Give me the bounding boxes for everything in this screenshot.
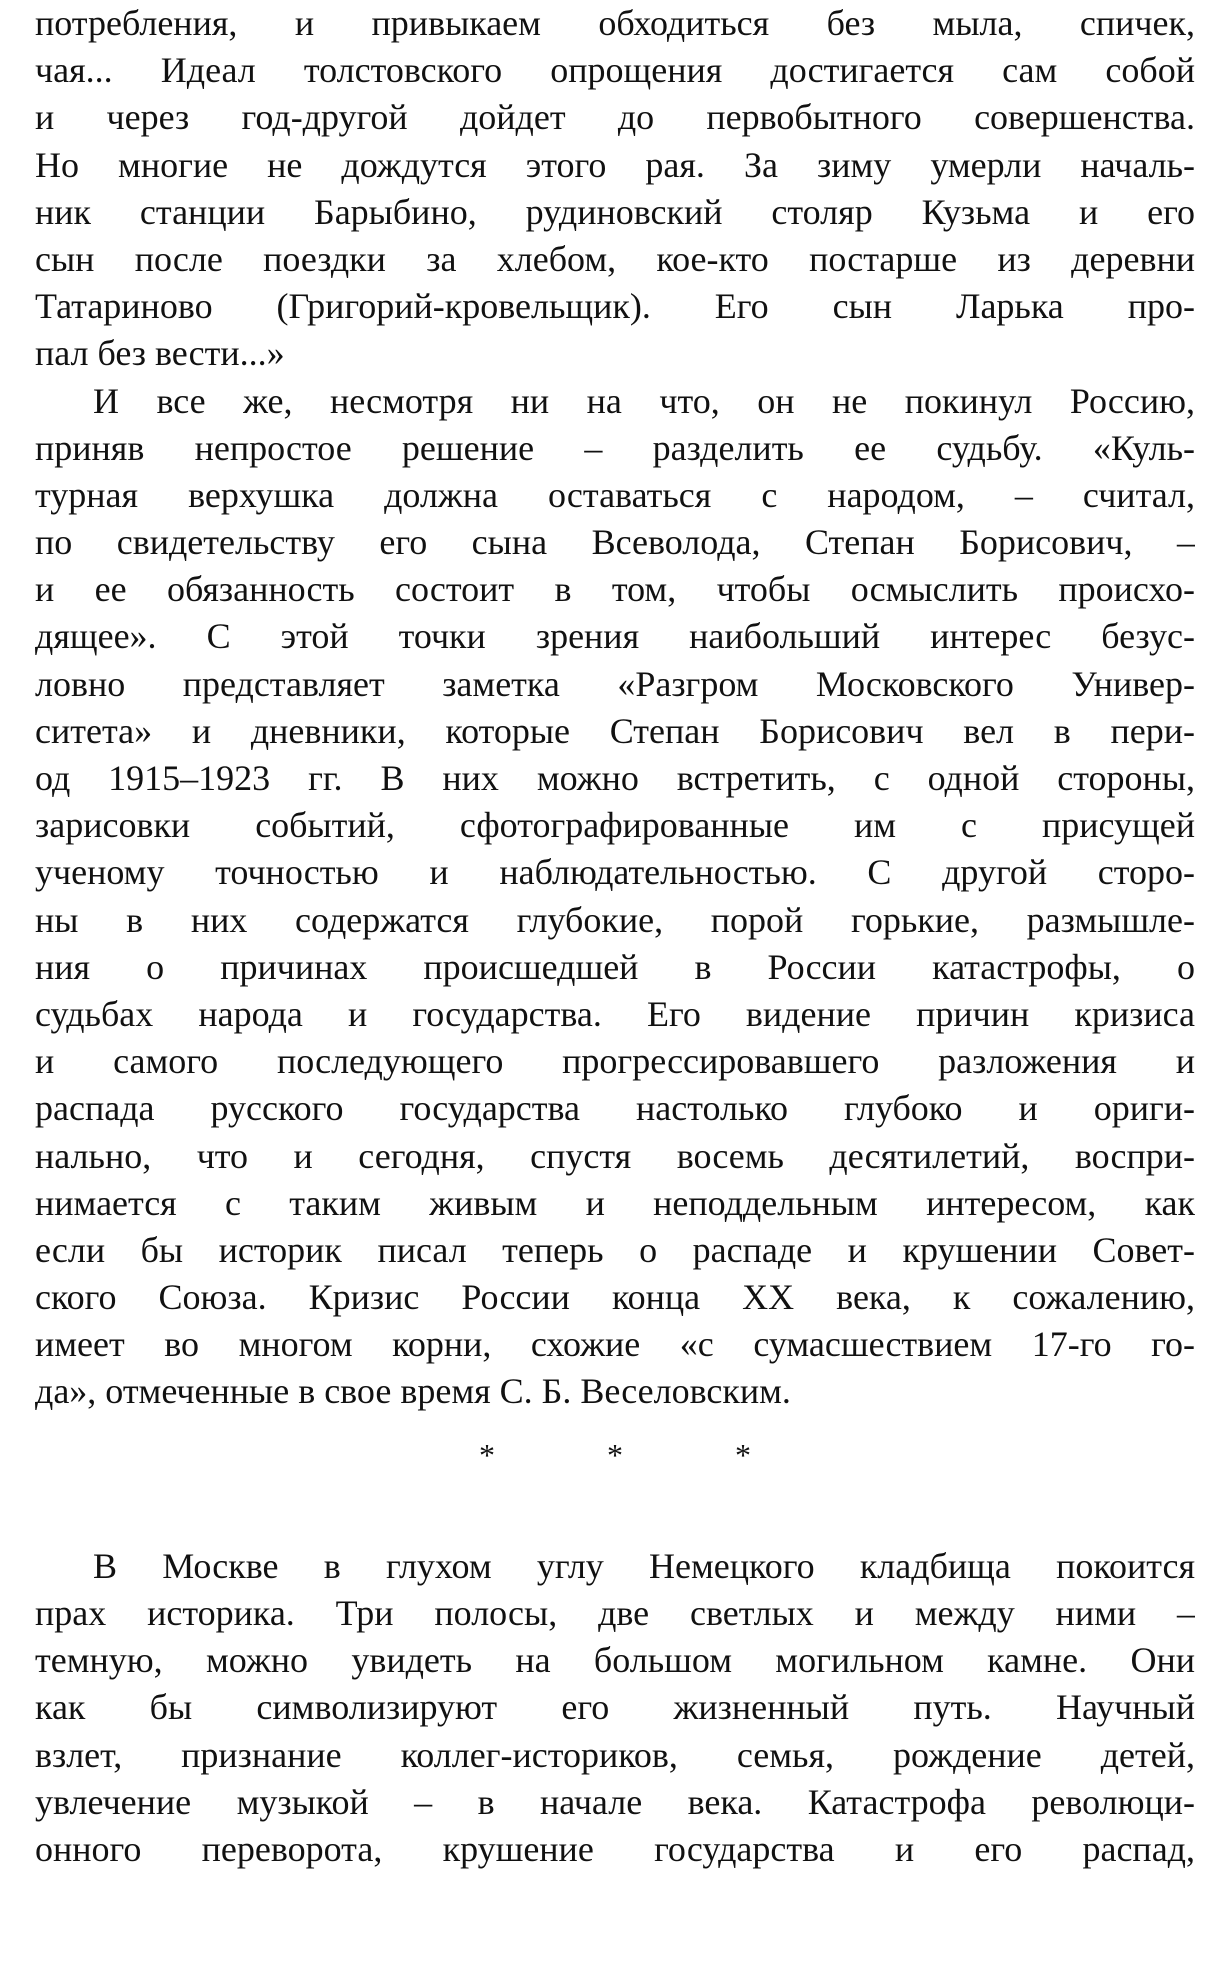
text-line: нимается с таким живым и неподдельным интересом, как [35,1182,1195,1223]
text-line: нально, что и сегодня, спустя восемь десятилетий, воспри- [35,1135,1195,1176]
text-line: имеет во многом корни, схожие «с сумасшествием 17-го го- [35,1324,1195,1365]
text-line: ны в них содержатся глубокие, порой горькие, размышле- [35,899,1195,940]
text-line: по свидетельству его сына Всеволода, Степан Борисович, – [35,522,1195,563]
text-line: ния о причинах происшедшей в России катастрофы, о [35,946,1195,987]
text-line: ситета» и дневники, которые Степан Борисович вел в пери- [35,710,1195,751]
text-line: взлет, признание коллег-историков, семья, рождение детей, [35,1734,1195,1775]
text-line: дящее». С этой точки зрения наибольший интерес безус- [35,616,1195,657]
text-line: од 1915–1923 гг. В них можно встретить, с одной стороны, [35,758,1195,798]
text-line: чая... Идеал толстовского опрощения достигается сам собой [35,50,1195,91]
text-line: зарисовки событий, сфотографированные им с присущей [35,805,1195,846]
text-line: и самого последующего прогрессировавшего разложения и [35,1041,1195,1082]
text-line: онного переворота, крушение государства и его распад, [35,1828,1195,1869]
text-line: пал без вести...» [35,333,285,374]
section-separator: * * * [479,1436,803,1473]
text-line: потребления, и привыкаем обходиться без мыла, спичек, [35,3,1195,43]
text-line: темную, можно увидеть на большом могильном камне. Они [35,1640,1195,1681]
text-line: В Москве в глухом углу Немецкого кладбища покоится [93,1545,1195,1586]
text-line: Татариново (Григорий-кровельщик). Его сын Ларька про- [35,286,1195,327]
text-line: турная верхушка должна оставаться с народом, – считал, [35,474,1195,515]
text-line: распада русского государства настолько глубоко и ориги- [35,1088,1195,1129]
text-line: и ее обязанность состоит в том, чтобы осмыслить происхо- [35,569,1195,610]
text-line: да», отмеченные в свое время С. Б. Веселовским. [35,1371,791,1412]
paragraph-3 [35,1543,1195,1873]
text-line: и через год-другой дойдет до первобытного совершенства. [35,97,1195,138]
text-line: Но многие не дождутся этого рая. За зиму умерли началь- [35,144,1195,185]
text-line: ского Союза. Кризис России конца XX века, к сожалению, [35,1277,1195,1318]
text-line: судьбах народа и государства. Его видение причин кризиса [35,993,1195,1034]
paragraph-1 [35,0,1195,378]
text-line: если бы историк писал теперь о распаде и крушении Совет- [35,1229,1195,1270]
text-line: увлечение музыкой – в начале века. Катастрофа революци- [35,1781,1195,1822]
text-line: приняв непростое решение – разделить ее судьбу. «Куль- [35,427,1195,468]
text-line: ник станции Барыбино, рудиновский столяр Кузьма и его [35,191,1195,232]
document-page [35,0,1195,1873]
paragraph-2 [35,378,1195,1416]
text-line: И все же, несмотря ни на что, он не покинул Россию, [93,380,1195,421]
text-line: сын после поездки за хлебом, кое-кто постарше из деревни [35,238,1195,279]
text-line: ученому точностью и наблюдательностью. С другой сторо- [35,852,1195,893]
text-line: ловно представляет заметка «Разгром Московского Универ- [35,663,1195,704]
text-line: как бы символизируют его жизненный путь. Научный [35,1687,1195,1728]
text-line: прах историка. Три полосы, две светлых и между ними – [35,1593,1195,1633]
